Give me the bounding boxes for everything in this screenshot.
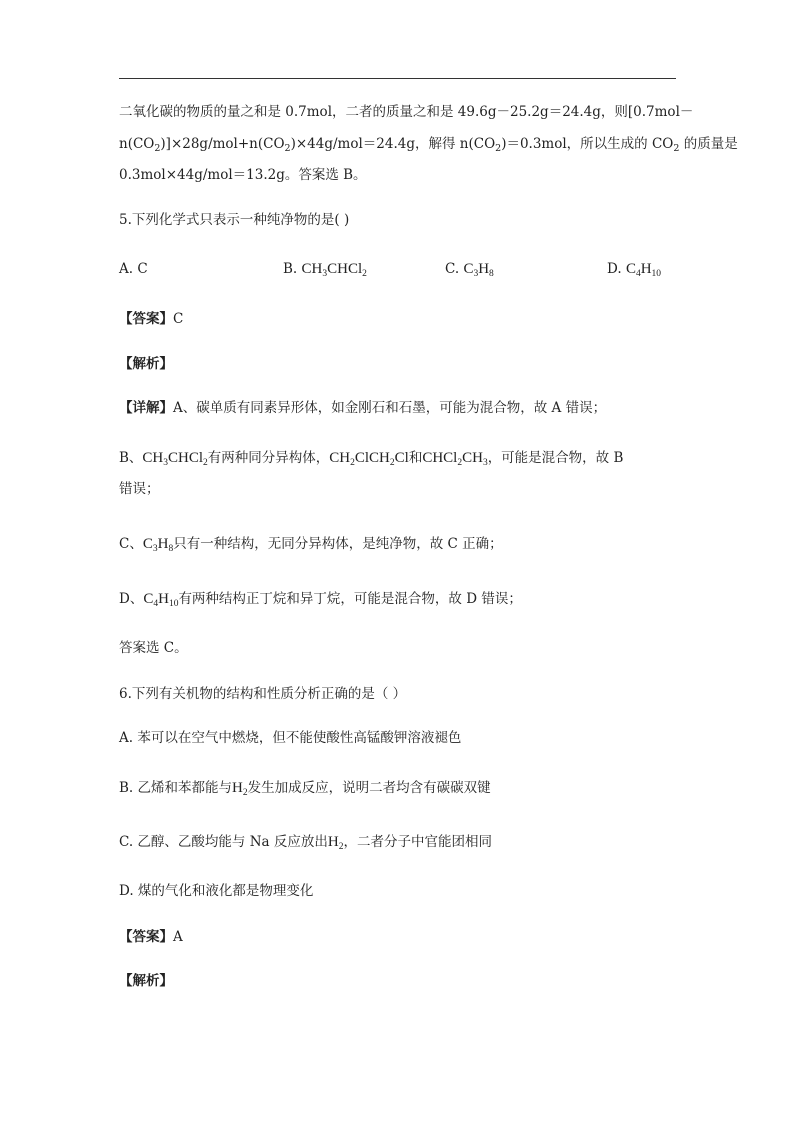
formula — [143, 536, 173, 552]
formula — [626, 261, 661, 277]
text: 二氧化碳的物质的量之和是 0.7mol，二者的质量之和是 49.6g－25.2g＝24.4g，则[0.7mol－ — [119, 104, 694, 120]
subscript: 10 — [651, 269, 662, 279]
formula — [232, 780, 248, 796]
text: D、 — [119, 591, 144, 607]
subscript: 3 — [482, 458, 488, 468]
text: )＝0.3mol，所以生成的 CO — [501, 136, 674, 152]
q5-detail-d — [119, 589, 522, 609]
q5-stem: 5.下列化学式只表示一种纯净物的是( ) — [119, 212, 350, 228]
q6-option-c — [119, 832, 492, 852]
prev-solution-line-1 — [119, 102, 693, 122]
text: H — [157, 536, 169, 552]
prev-solution-line-2 — [119, 134, 738, 154]
formula — [143, 591, 178, 607]
text: C — [463, 261, 474, 277]
text: 和 — [408, 450, 423, 466]
subscript: 3 — [473, 269, 479, 279]
q5-conclusion: 答案选 C。 — [119, 640, 188, 656]
text: CH — [142, 450, 164, 466]
text: C、 — [119, 536, 143, 552]
subscript: 4 — [635, 269, 641, 279]
q5-detail-b — [119, 448, 623, 468]
text: B. 乙烯和苯都能与 — [119, 780, 233, 796]
text: B、 — [119, 450, 143, 466]
subscript: 3 — [163, 458, 169, 468]
subscript: 2 — [338, 842, 344, 852]
option-prefix: D. — [607, 261, 626, 277]
q5-analysis-tag: 【解析】 — [119, 356, 173, 372]
q5-option-a: A. C — [119, 261, 148, 277]
subscript: 4 — [153, 599, 159, 609]
subscript: 2 — [242, 788, 248, 798]
text: CH — [462, 450, 483, 466]
answer-tag: 【答案】 — [119, 929, 173, 945]
detail-tag: 【详解】 — [119, 400, 173, 416]
text: H — [232, 780, 243, 796]
option-prefix: B. — [283, 261, 302, 277]
text: 只有一种结构，无同分异构体，是纯净物，故 C 正确； — [173, 536, 503, 552]
text: H — [478, 261, 490, 277]
text: ClCH — [354, 450, 390, 466]
text: Cl — [394, 450, 409, 466]
option-prefix: C. — [445, 261, 464, 277]
subscript: 2 — [457, 458, 463, 468]
q5-detail-c — [119, 534, 503, 554]
q5-detail-a — [119, 398, 606, 418]
text: ，二者分子中官能团相同 — [343, 834, 492, 850]
formula — [329, 450, 409, 466]
answer-value: A — [173, 929, 183, 945]
subscript: 10 — [168, 599, 179, 609]
text: H — [327, 834, 339, 850]
text: H — [640, 261, 652, 277]
q5-option-b — [283, 259, 367, 279]
q6-option-a: A. 苯可以在空气中燃烧，但不能使酸性高锰酸钾溶液褪色 — [119, 730, 462, 746]
q6-answer — [119, 927, 183, 947]
text: )]×28g/mol+n(CO — [160, 136, 285, 152]
text: CHCl — [327, 261, 363, 277]
subscript: 2 — [362, 269, 367, 279]
text: CHCl — [168, 450, 204, 466]
q6-analysis-tag: 【解析】 — [119, 973, 173, 989]
text: H — [158, 591, 169, 607]
text: n(CO — [119, 136, 155, 152]
formula — [422, 450, 487, 466]
text: 发生加成反应，说明二者均含有碳碳双键 — [247, 780, 491, 796]
subscript: 8 — [489, 269, 494, 279]
text: CH — [329, 450, 351, 466]
subscript: 2 — [284, 143, 291, 154]
text: C. 乙醇、乙酸均能与 Na 反应放出 — [119, 834, 328, 850]
header-rule — [119, 78, 676, 79]
q5-detail-b-line-2: 错误； — [119, 481, 160, 497]
text: CHCl — [422, 450, 458, 466]
q5-answer — [119, 309, 183, 329]
q5-option-c — [445, 259, 494, 279]
q5-option-d — [607, 259, 661, 279]
answer-value: C — [173, 311, 184, 327]
text: )×44g/mol＝24.4g，解得 n(CO — [290, 136, 496, 152]
subscript: 3 — [322, 269, 328, 279]
text: 有两种同分异构体， — [207, 450, 330, 466]
text: 的质量是 — [679, 136, 738, 152]
text: A、碳单质有同素异形体，如金刚石和石墨，可能为混合物，故 A 错误； — [173, 400, 607, 416]
formula — [142, 450, 207, 466]
subscript: 2 — [673, 143, 680, 154]
text: 0.3mol×44g/mol＝13.2g。答案选 B。 — [119, 167, 367, 183]
q6-option-b — [119, 778, 491, 798]
subscript: 2 — [350, 458, 355, 468]
formula — [328, 834, 344, 850]
text: C — [625, 261, 636, 277]
subscript: 2 — [389, 458, 395, 468]
q6-option-d: D. 煤的气化和液化都是物理变化 — [119, 883, 314, 899]
text: C — [143, 591, 154, 607]
subscript: 2 — [203, 458, 208, 468]
text: CH — [301, 261, 323, 277]
subscript: 2 — [495, 143, 502, 154]
formula — [302, 261, 367, 277]
q6-stem: 6.下列有关机物的结构和性质分析正确的是（ ） — [119, 686, 407, 702]
formula — [463, 261, 493, 277]
prev-solution-line-3 — [119, 165, 367, 185]
text: C — [142, 536, 153, 552]
answer-tag: 【答案】 — [119, 311, 173, 327]
text: 有两种结构正丁烷和异丁烷，可能是混合物，故 D 错误； — [178, 591, 522, 607]
subscript: 2 — [154, 143, 161, 154]
subscript: 3 — [152, 544, 158, 554]
subscript: 8 — [168, 544, 174, 554]
text: ，可能是混合物，故 B — [487, 450, 624, 466]
